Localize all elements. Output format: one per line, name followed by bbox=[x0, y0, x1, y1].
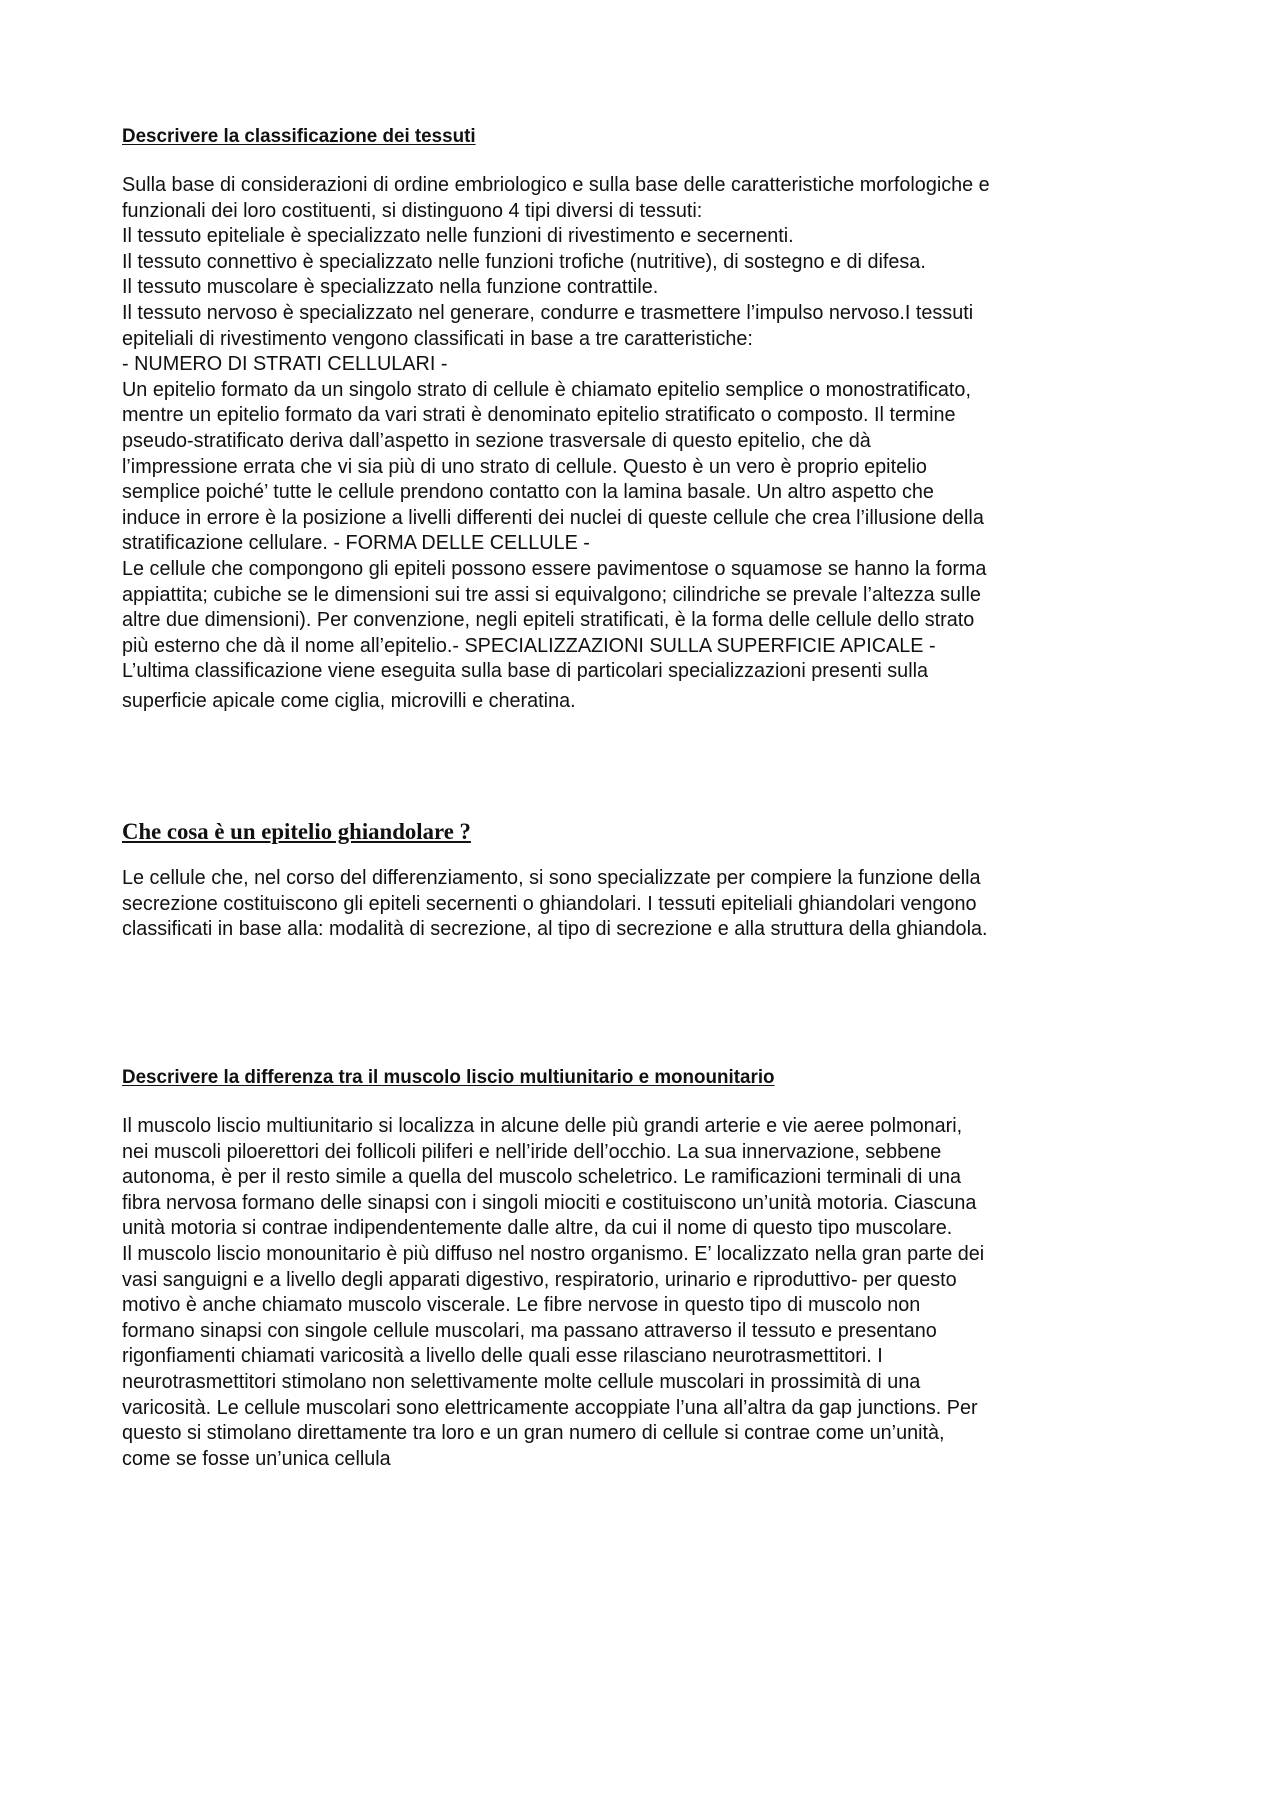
text-line: Il tessuto muscolare è specializzato nella funzione contrattile. bbox=[122, 276, 659, 299]
text-line: induce in errore è la posizione a livelli differenti dei nuclei di queste cellule che crea l’illusione della bbox=[122, 506, 984, 529]
text-line: fibra nervosa formano delle sinapsi con i singoli miociti e costituiscono un’unità motoria. Ciascuna bbox=[122, 1191, 977, 1214]
section-tissue-classification bbox=[122, 124, 1172, 714]
text-line: Il tessuto connettivo è specializzato nelle funzioni trofiche (nutritive), di sostegno e di difesa. bbox=[122, 250, 926, 273]
section-body bbox=[122, 1114, 1172, 1472]
text-line: secrezione costituiscono gli epiteli secernenti o ghiandolari. I tessuti epiteliali ghiandolari vengono bbox=[122, 892, 977, 915]
text-line: L’ultima classificazione viene eseguita sulla base di particolari specializzazioni presenti sulla bbox=[122, 660, 929, 683]
text-line: - NUMERO DI STRATI CELLULARI - bbox=[122, 353, 448, 376]
text-line: l’impressione errata che vi sia più di uno strato di cellule. Questo è un vero è proprio epitelio bbox=[122, 455, 927, 478]
section-smooth-muscle bbox=[122, 1065, 1172, 1472]
text-line: Le cellule che, nel corso del differenziamento, si sono specializzate per compiere la funzione della bbox=[122, 867, 981, 889]
section-heading: Descrivere la classificazione dei tessuti bbox=[122, 126, 476, 147]
text-line: questo si stimolano direttamente tra loro e un gran numero di cellule si contrae come un’unità, bbox=[122, 1422, 945, 1445]
section-body bbox=[122, 866, 1172, 943]
text-line: funzionali dei loro costituenti, si distinguono 4 tipi diversi di tessuti: bbox=[122, 199, 703, 222]
section-glandular-epithelium bbox=[122, 818, 1172, 943]
text-line: classificati in base alla: modalità di secrezione, al tipo di secrezione e alla struttura della ghiandola. bbox=[122, 918, 988, 941]
text-line: superficie apicale come ciglia, microvilli e cheratina. bbox=[122, 689, 576, 712]
text-line: Il muscolo liscio multiunitario si localizza in alcune delle più grandi arterie e vie aeree polmonari, bbox=[122, 1115, 963, 1137]
text-line: mentre un epitelio formato da vari strati è denominato epitelio stratificato o composto. Il termine bbox=[122, 404, 956, 427]
text-line: varicosità. Le cellule muscolari sono elettricamente accoppiate l’una all’altra da gap junctions. Per bbox=[122, 1396, 978, 1419]
text-line: vasi sanguigni e a livello degli apparati digestivo, respiratorio, urinario e riproduttivo- per questo bbox=[122, 1268, 957, 1291]
text-line: come se fosse un’unica cellula bbox=[122, 1447, 391, 1470]
text-line: formano sinapsi con singole cellule muscolari, ma passano attraverso il tessuto e presentano bbox=[122, 1319, 937, 1342]
text-line: rigonfiamenti chiamati varicosità a livello delle quali esse rilasciano neurotrasmettitori. I bbox=[122, 1345, 883, 1368]
text-line: altre due dimensioni). Per convenzione, negli epiteli stratificati, è la forma delle cellule dello strato bbox=[122, 609, 975, 632]
text-line: Le cellule che compongono gli epiteli possono essere pavimentose o squamose se hanno la forma bbox=[122, 557, 987, 580]
text-line: Sulla base di considerazioni di ordine embriologico e sulla base delle caratteristiche morfologiche e bbox=[122, 174, 990, 196]
text-line: autonoma, è per il resto simile a quella del muscolo scheletrico. Le ramificazioni terminali di una bbox=[122, 1166, 962, 1189]
text-line: motivo è anche chiamato muscolo viscerale. Le fibre nervose in questo tipo di muscolo non bbox=[122, 1294, 921, 1317]
text-line: unità motoria si contrae indipendentemente dalle altre, da cui il nome di questo tipo muscolare. bbox=[122, 1217, 953, 1240]
text-line: stratificazione cellulare. - FORMA DELLE CELLULE - bbox=[122, 532, 590, 555]
text-line: neurotrasmettitori stimolano non selettivamente molte cellule muscolari in prossimità di una bbox=[122, 1370, 921, 1393]
text-line: epiteliali di rivestimento vengono classificati in base a tre caratteristiche: bbox=[122, 327, 753, 350]
text-line: Un epitelio formato da un singolo strato di cellule è chiamato epitelio semplice o monostratificato, bbox=[122, 378, 971, 401]
text-line: Il tessuto epiteliale è specializzato nelle funzioni di rivestimento e secernenti. bbox=[122, 225, 794, 248]
section-heading: Descrivere la differenza tra il muscolo liscio multiunitario e monounitario bbox=[122, 1067, 775, 1088]
text-line: pseudo-stratificato deriva dall’aspetto in sezione trasversale di questo epitelio, che dà bbox=[122, 429, 871, 452]
section-heading: Che cosa è un epitelio ghiandolare ? bbox=[122, 819, 471, 844]
text-line: Il muscolo liscio monounitario è più diffuso nel nostro organismo. E’ localizzato nella gran parte dei bbox=[122, 1242, 985, 1265]
text-line: più esterno che dà il nome all’epitelio.- SPECIALIZZAZIONI SULLA SUPERFICIE APICALE - bbox=[122, 634, 936, 657]
text-line: appiattita; cubiche se le dimensioni sui tre assi si equivalgono; cilindriche se prevale l’altezza sulle bbox=[122, 583, 981, 606]
section-body bbox=[122, 173, 1172, 714]
text-line: Il tessuto nervoso è specializzato nel generare, condurre e trasmettere l’impulso nervoso.I tessuti bbox=[122, 301, 974, 324]
text-line: nei muscoli piloerettori dei follicoli piliferi e nell’iride dell’occhio. La sua innervazione, sebbene bbox=[122, 1140, 942, 1163]
text-line: semplice poiché’ tutte le cellule prendono contatto con la lamina basale. Un altro aspetto che bbox=[122, 481, 934, 504]
